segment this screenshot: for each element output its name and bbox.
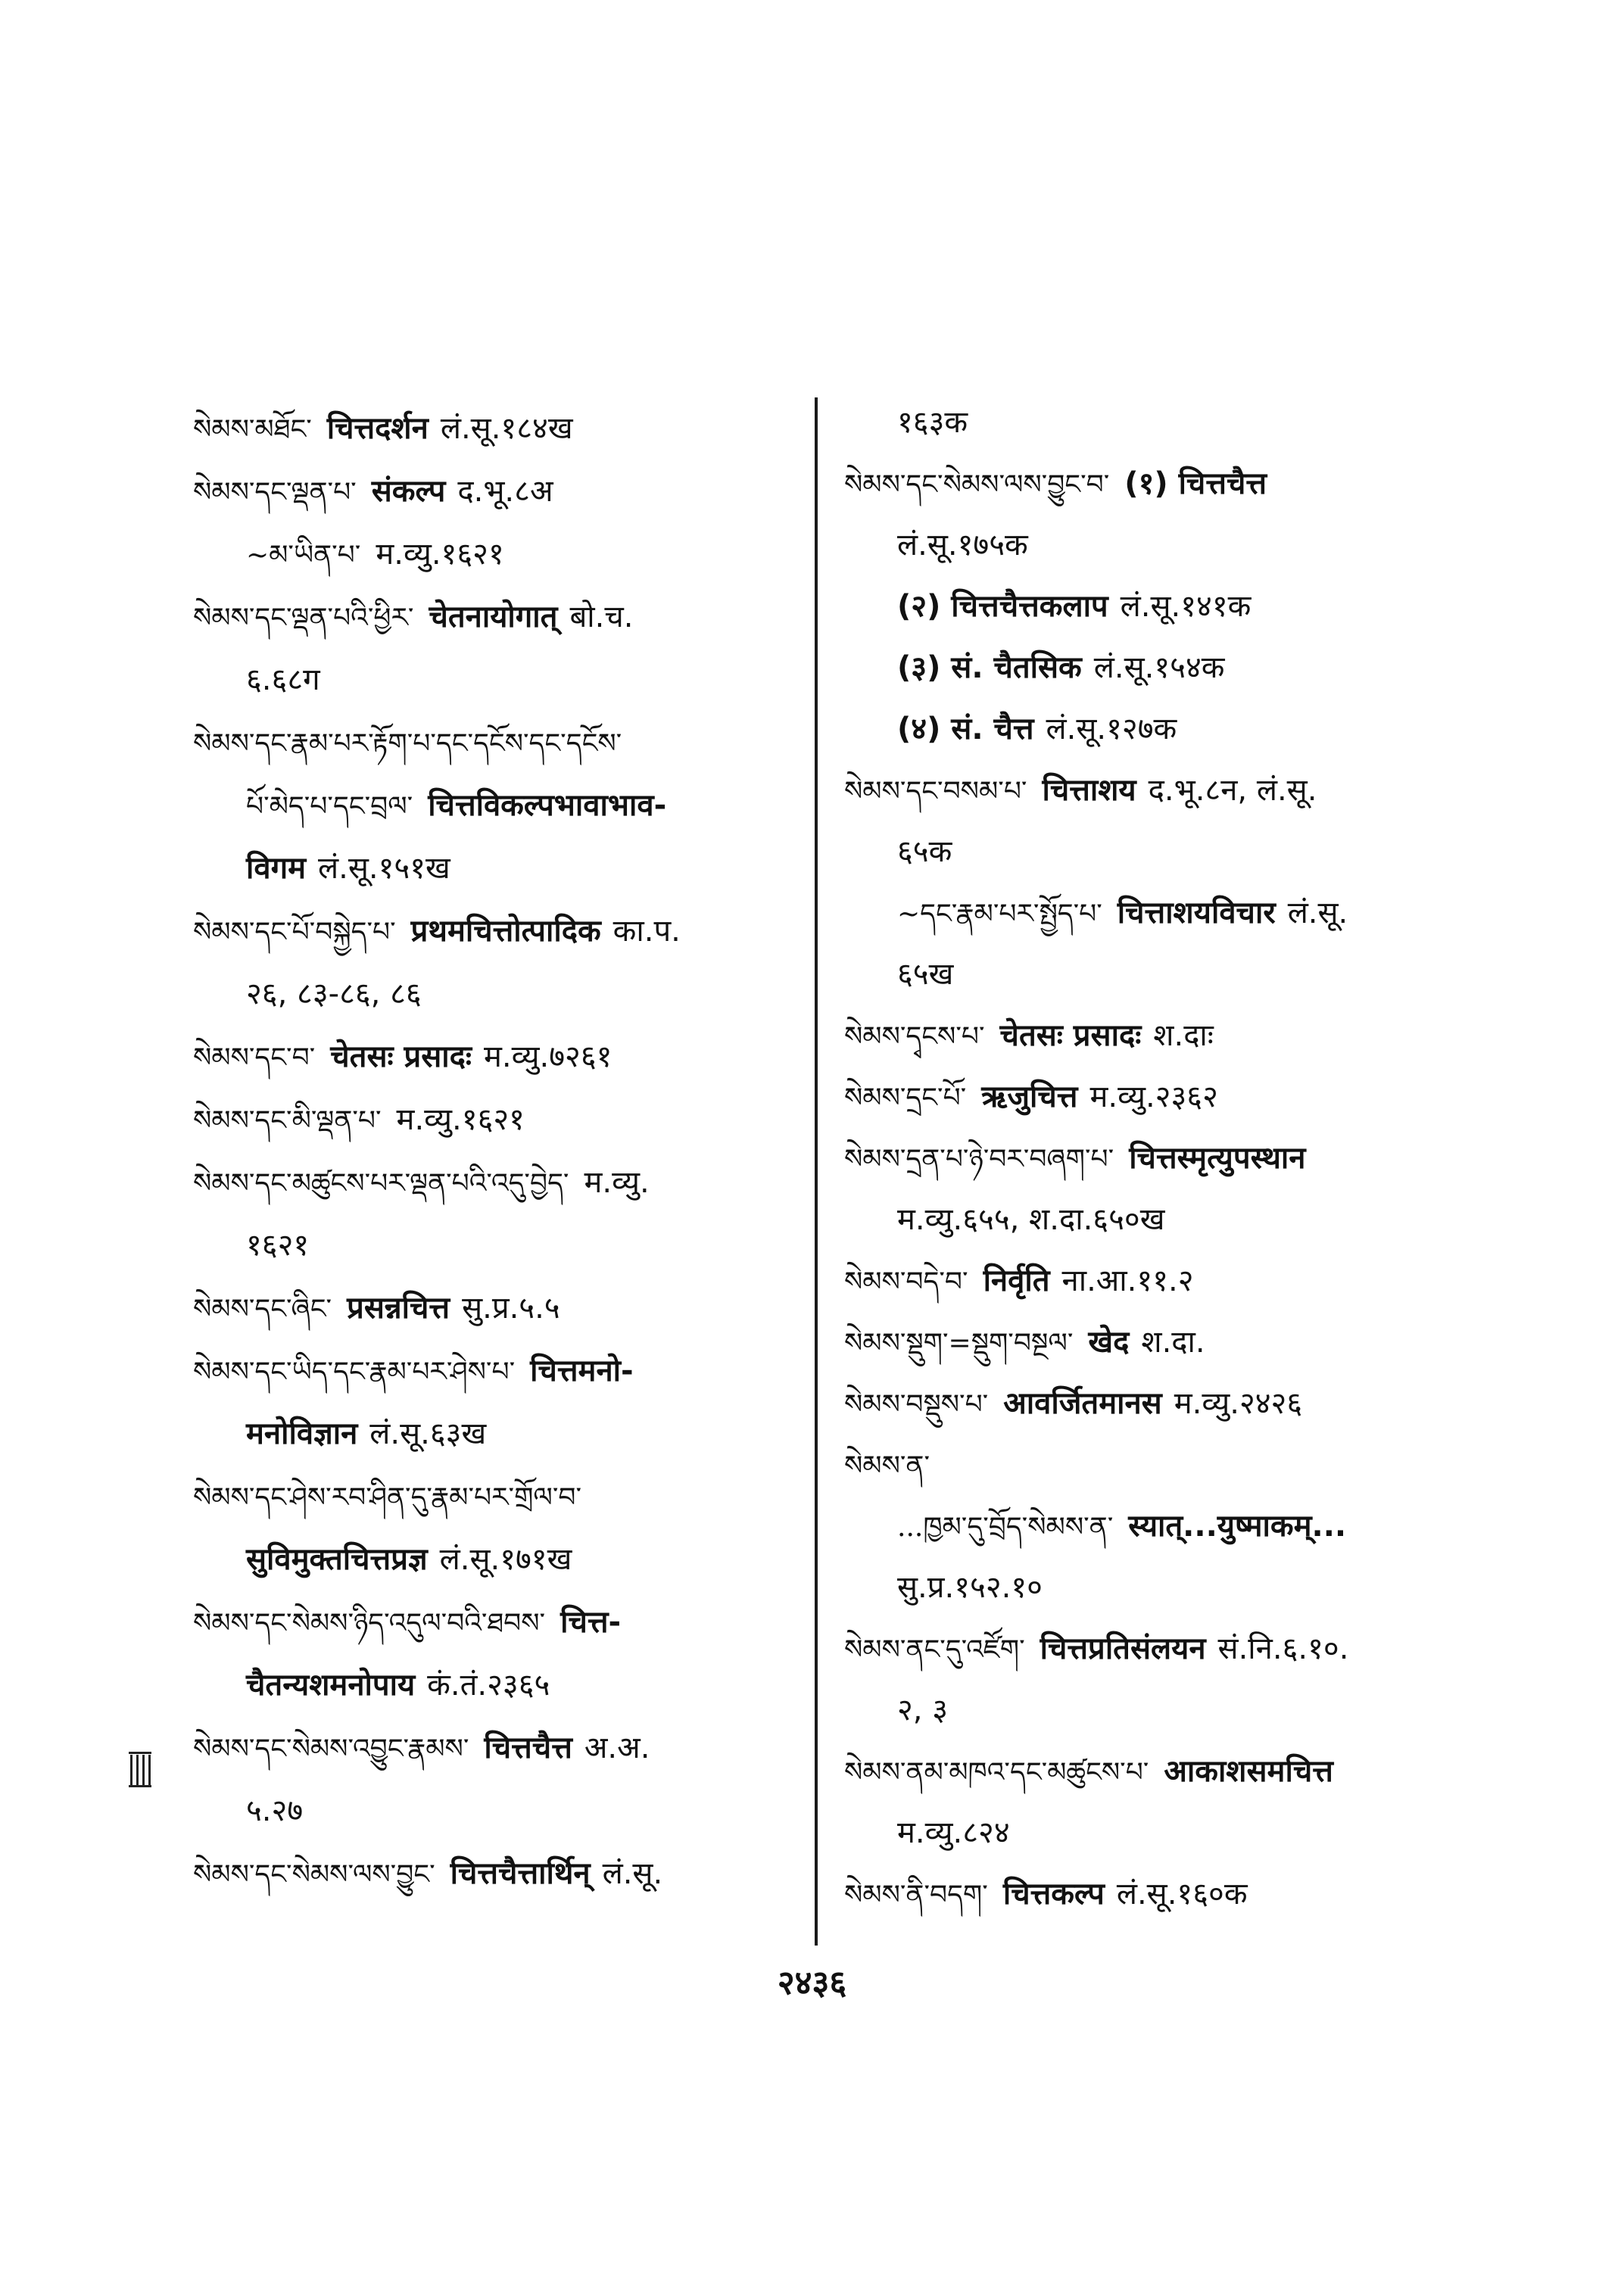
dictionary-entry-line	[844, 830, 952, 873]
dictionary-entry-line	[193, 1538, 572, 1581]
dictionary-entry-line	[844, 1014, 1214, 1058]
source-reference: म.व्यु.१६२१	[376, 537, 504, 572]
dictionary-entry-line	[844, 1444, 945, 1488]
sanskrit-equivalent: आकाशसमचित्त	[1164, 1754, 1333, 1789]
sanskrit-equivalent: चित्तचैत्त	[484, 1731, 572, 1765]
tibetan-term: སེམས་ནམ་མཁའ་དང་མཚུངས་པ་	[844, 1757, 1149, 1788]
sanskrit-equivalent: संकल्प	[371, 474, 446, 509]
dictionary-entry-line	[193, 847, 450, 889]
tibetan-term: ...ཁྱམ་དུ་བྲོད་སེམས་ན་	[897, 1512, 1114, 1543]
tibetan-term: སེམས་དང་པོ་བསྐྱེད་པ་	[193, 917, 396, 948]
dictionary-entry-line	[844, 769, 1317, 813]
tibetan-term: སེམས་དང་ཞིང་	[193, 1294, 332, 1325]
sanskrit-equivalent: खेद	[1088, 1325, 1130, 1360]
tibetan-term: སེམས་དང་ཤེས་རབ་ཤིན་དུ་རྣམ་པར་གྲོལ་བ་	[193, 1482, 582, 1513]
tibetan-term: སེམས་དང་བསམ་པ་	[844, 776, 1027, 807]
dictionary-entry-line	[844, 646, 1225, 689]
source-reference: म.व्यु.२४२६	[1174, 1386, 1303, 1421]
column-divider	[815, 397, 818, 1946]
dictionary-entry-line	[193, 1475, 597, 1519]
dictionary-entry-line	[193, 1413, 486, 1455]
sanskrit-equivalent: (३) सं. चैतसिक	[897, 650, 1082, 685]
tibetan-term: ~མ་ཡིན་པ་	[246, 540, 361, 571]
dictionary-entry-line	[193, 1224, 309, 1266]
dictionary-entry-line	[844, 1750, 1345, 1794]
source-reference: ६५ख	[897, 957, 954, 992]
dictionary-entry-line	[193, 1350, 646, 1394]
tibetan-term: སེམས་དང་རྣམ་པར་རྟོག་པ་དང་དངོས་དང་དངོས་	[193, 728, 622, 759]
dictionary-entry-line	[193, 1098, 525, 1142]
dictionary-entry-line	[193, 533, 504, 577]
source-reference: लं.सू.६३ख	[369, 1416, 487, 1451]
source-reference: लं.सू.१६०क	[1116, 1877, 1248, 1911]
sanskrit-equivalent: चित्तकल्प	[1002, 1877, 1105, 1911]
sanskrit-equivalent: सुविमुक्तचित्तप्रज्ञ	[246, 1542, 428, 1577]
source-reference: म.व्यु.१६२१	[396, 1102, 525, 1137]
source-reference: लं.सू.१८४ख	[440, 411, 573, 446]
tibetan-term: སེམས་དང་ལྡན་པའི་ཕྱིར་	[193, 603, 414, 634]
dictionary-entry-line	[844, 524, 1028, 566]
tibetan-term: སེམས་དང་བ་	[193, 1042, 316, 1073]
dictionary-entry-line	[844, 1137, 1317, 1181]
dictionary-entry-line	[844, 1628, 1348, 1671]
dictionary-entry-line	[844, 1566, 1043, 1609]
source-reference: का.प.	[613, 914, 681, 949]
tibetan-term: སེམས་དང་སེམས་ཉིད་འདུལ་བའི་ཐབས་	[193, 1608, 546, 1639]
source-reference: सं.नि.६.१०.	[1217, 1631, 1349, 1666]
source-reference: सु.प्र.५.५	[462, 1291, 560, 1326]
source-reference: द.भू.८न, लं.सू.	[1148, 773, 1317, 808]
tibetan-term: སེམས་སྡུག་=སྡུག་བསྔལ་	[844, 1328, 1074, 1359]
dictionary-entry-line	[844, 1873, 1248, 1917]
sanskrit-equivalent: चित्ताशयविचार	[1117, 896, 1276, 930]
sanskrit-equivalent: चेतनायोगात्	[429, 600, 558, 634]
dictionary-entry-line	[193, 1727, 650, 1771]
source-reference: लं.सू.१४१क	[1120, 589, 1252, 624]
tibetan-term: སེམས་དང་མི་ལྡན་པ་	[193, 1105, 382, 1136]
dictionary-entry-line	[844, 953, 953, 995]
source-reference: द.भू.८अ	[457, 474, 553, 509]
dictionary-entry-line	[844, 1321, 1205, 1365]
source-reference: लं.सू.१५४क	[1093, 650, 1225, 685]
source-reference: १६२१	[246, 1228, 310, 1263]
sanskrit-equivalent: (१) चित्तचैत्त	[1124, 466, 1267, 501]
dictionary-entry-line	[193, 470, 553, 514]
source-reference: म.व्यु.६५५, श.दा.६५०ख	[897, 1202, 1165, 1237]
sanskrit-equivalent: चित्त-	[560, 1605, 622, 1640]
source-reference: लं.सू.१७५क	[897, 528, 1028, 562]
source-reference: श.दा.	[1141, 1325, 1205, 1360]
tibetan-term: སེམས་དང་མཚུངས་པར་ལྡན་པའི་འདུ་བྱེད་	[193, 1168, 569, 1199]
dictionary-entry-line	[193, 1601, 633, 1645]
dictionary-entry-line	[193, 1790, 303, 1832]
dictionary-entry-line	[844, 401, 968, 444]
tibetan-term: སེམས་བདེ་བ་	[844, 1266, 968, 1298]
page-number: २४३६	[777, 1964, 847, 2002]
source-reference: लं.सू.१७१ख	[439, 1542, 572, 1577]
source-reference: २, ३	[897, 1693, 949, 1728]
source-reference: ५.२७	[246, 1793, 304, 1828]
source-reference: म.व्यु.	[584, 1165, 650, 1200]
dictionary-entry-line	[844, 1260, 1194, 1304]
dictionary-entry-line	[193, 659, 320, 701]
tibetan-term: སེམས་བསྡུས་པ་	[844, 1389, 989, 1420]
source-reference: कं.तं.२३६५	[427, 1668, 550, 1703]
source-reference: ६.६८ग	[246, 662, 320, 697]
dictionary-entry-line	[193, 721, 637, 765]
tibetan-term: སེམས་དྭངས་པ་	[844, 1021, 985, 1052]
sanskrit-equivalent: विगम	[246, 851, 307, 886]
source-reference: श.दाः	[1153, 1018, 1214, 1053]
dictionary-entry-line	[844, 463, 1279, 506]
source-reference: ना.आ.११.२	[1061, 1263, 1194, 1298]
dictionary-entry-line	[193, 1852, 662, 1896]
dictionary-entry-line	[844, 892, 1348, 936]
tibetan-term: སེམས་ནི་བདག་	[844, 1880, 988, 1911]
sanskrit-equivalent: ऋजुचित्त	[981, 1080, 1078, 1114]
tibetan-term: སེམས་དྲན་པ་ཉེ་བར་བཞག་པ་	[844, 1144, 1114, 1175]
dictionary-entry-line	[193, 784, 678, 828]
dictionary-entry-line	[193, 1287, 560, 1331]
source-reference: अ.अ.	[584, 1731, 650, 1765]
tibetan-term: སེམས་དང་སེམས་ལས་བྱུང་	[193, 1859, 435, 1890]
source-reference: म.व्यु.७२६१	[483, 1039, 613, 1074]
tibetan-term: སེམས་དང་ཡིད་དང་རྣམ་པར་ཤེས་པ་	[193, 1357, 516, 1388]
source-reference: सु.प्र.१५२.१०	[897, 1570, 1043, 1605]
source-reference: लं.सू.	[1287, 896, 1348, 930]
sanskrit-equivalent: चित्तप्रतिसंलयन	[1040, 1631, 1206, 1666]
sanskrit-equivalent: प्रसन्नचित्त	[347, 1291, 450, 1326]
dictionary-entry-line	[844, 1689, 948, 1731]
source-reference: म.व्यु.८२४	[897, 1815, 1010, 1850]
dictionary-entry-line	[844, 1382, 1302, 1426]
dictionary-entry-line	[193, 1161, 650, 1205]
dictionary-entry-line	[844, 585, 1251, 628]
sanskrit-equivalent: प्रथमचित्तोत्पादिक	[410, 914, 601, 949]
dictionary-entry-line	[844, 1076, 1218, 1120]
source-reference: १६३क	[897, 405, 968, 440]
dictionary-entry-line	[844, 708, 1177, 750]
sanskrit-equivalent: चित्तचैत्तार्थिन्	[450, 1856, 591, 1891]
source-reference: २६, ८३-८६, ८६	[246, 977, 422, 1011]
source-reference: ६५क	[897, 834, 952, 869]
dictionary-entry-line	[193, 973, 422, 1015]
source-reference: बो.च.	[569, 600, 634, 634]
tibetan-term: སེམས་མཐོང་	[193, 414, 312, 445]
tibetan-term: སེམས་དྲང་པོ་	[844, 1083, 967, 1114]
sanskrit-equivalent: स्यात्...युष्माकम्...	[1128, 1509, 1347, 1544]
tibetan-term: སེམས་དང་ལྡན་པ་	[193, 477, 357, 508]
margin-mark-icon	[129, 1749, 151, 1791]
dictionary-entry-line	[193, 407, 573, 451]
source-reference: लं.सू.	[602, 1856, 663, 1891]
sanskrit-equivalent: चित्तस्मृत्युपस्थान	[1129, 1141, 1306, 1176]
sanskrit-equivalent: चित्ताशय	[1042, 773, 1136, 808]
source-reference: म.व्यु.२३६२	[1089, 1080, 1218, 1114]
sanskrit-equivalent: चित्तदर्शन	[326, 411, 429, 446]
dictionary-entry-line	[844, 1198, 1164, 1241]
tibetan-term: སེམས་ན་	[844, 1450, 930, 1481]
tibetan-term: སེམས་དང་སེམས་ལས་བྱུང་བ་	[844, 469, 1110, 500]
source-reference: लं.सू.१५१ख	[318, 851, 450, 886]
dictionary-entry-line	[193, 596, 634, 640]
sanskrit-equivalent: चित्तमनो-	[530, 1354, 634, 1388]
dictionary-entry-line	[844, 1812, 1010, 1854]
tibetan-term: སེམས་དང་སེམས་འབྱུང་རྣམས་	[193, 1734, 469, 1765]
sanskrit-equivalent: (४) सं. चैत्त	[897, 712, 1034, 746]
dictionary-entry-line	[193, 1664, 550, 1706]
dictionary-entry-line	[193, 1036, 612, 1080]
source-reference: लं.सू.१२७क	[1046, 712, 1177, 746]
sanskrit-equivalent: आवर्जितमानस	[1003, 1386, 1162, 1421]
sanskrit-equivalent: चेतसः प्रसादः	[330, 1039, 472, 1074]
tibetan-term: ~དང་རྣམ་པར་སྤྱོད་པ་	[897, 899, 1102, 930]
sanskrit-equivalent: चित्तविकल्पभावाभाव-	[428, 788, 667, 823]
sanskrit-equivalent: (२) चित्तचैत्तकलाप	[897, 589, 1108, 624]
dictionary-entry-line	[844, 1505, 1358, 1549]
tibetan-term: པོ་མེད་པ་དང་བྲལ་	[246, 791, 413, 822]
sanskrit-equivalent: मनोविज्ञान	[246, 1416, 358, 1451]
sanskrit-equivalent: निर्वृति	[983, 1263, 1050, 1298]
tibetan-term: སེམས་ནང་དུ་འཛོག་	[844, 1634, 1025, 1665]
sanskrit-equivalent: चैतन्यशमनोपाय	[246, 1668, 416, 1703]
sanskrit-equivalent: चेतसः प्रसादः	[999, 1018, 1142, 1053]
dictionary-entry-line	[193, 910, 681, 954]
